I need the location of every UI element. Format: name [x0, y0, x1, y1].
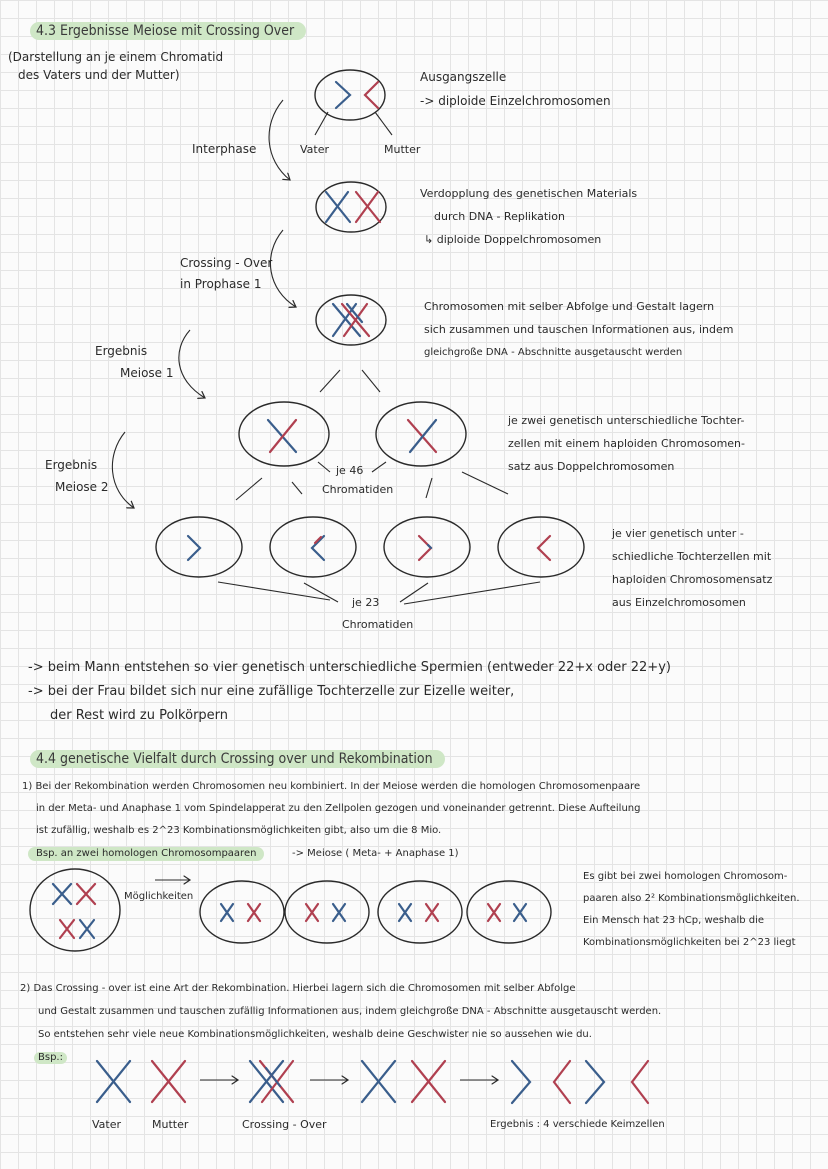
cell-example-start	[30, 869, 120, 951]
label-je46-2: Chromatiden	[322, 483, 394, 496]
note-ausgang-1: Ausgangszelle	[420, 70, 507, 84]
cell-example-2	[285, 881, 369, 943]
label-vater: Vater	[300, 143, 330, 156]
label-je46-1: je 46	[336, 464, 364, 477]
note-verdopplung-1: Verdopplung des genetischen Materials	[420, 187, 638, 200]
label-crossing-2: in Prophase 1	[180, 277, 262, 291]
p2-line2: und Gestalt zusammen und tauschen zufällig Informationen aus, indem gleichgroße DNA - Abschnitte ausgetauscht werden.	[38, 1006, 662, 1017]
p2-line1: 2) Das Crossing - over ist eine Art der Rekombination. Hierbei lagern sich die Chromosomen mit selber Abfolge	[20, 983, 576, 994]
label-je23-1: je 23	[352, 596, 380, 609]
subtitle-line1: (Darstellung an je einem Chromatid	[8, 50, 224, 64]
cell-meiose2-3	[384, 517, 470, 577]
label-ergebnis2-2: Meiose 2	[55, 480, 109, 494]
heading-4-3: 4.3 Ergebnisse Meiose mit Crossing Over	[30, 22, 306, 40]
label-crossing-1: Crossing - Over	[180, 256, 273, 270]
note-meiose1-2: zellen mit einem haploiden Chromosomen-	[508, 437, 745, 450]
note-meiose1-1: je zwei genetisch unterschiedliche Tochter-	[508, 414, 745, 427]
cell-crossing-over	[316, 295, 386, 345]
note-meiose1-3: satz aus Doppelchromosomen	[508, 460, 675, 473]
cell-meiose2-2	[270, 517, 356, 577]
cell-meiose2-1	[156, 517, 242, 577]
p1-line2: in der Meta- und Anaphase 1 vom Spindelapperat zu den Zellpolen gezogen und voneinander getrennt. Diese Aufteilung	[36, 803, 641, 814]
subtitle-line2: des Vaters und der Mutter)	[18, 68, 180, 82]
example-rest: -> Meiose ( Meta- + Anaphase 1)	[292, 848, 459, 859]
bottom-ergebnis: Ergebnis : 4 verschiede Keimzellen	[490, 1119, 665, 1130]
note-crossing-2: sich zusammen und tauschen Informationen aus, indem	[424, 323, 734, 336]
right-note-1: Es gibt bei zwei homologen Chromosom-	[583, 871, 788, 882]
crossing-example	[97, 1061, 648, 1103]
interphase-arrow	[269, 100, 290, 180]
summary-line1: -> beim Mann entstehen so vier genetisch unterschiedliche Spermien (entweder 22+x oder 22+y)	[28, 660, 671, 675]
p2-line3: So entstehen sehr viele neue Kombinationsmöglichkeiten, weshalb deine Geschwister nie so aussehen wie du.	[38, 1029, 592, 1040]
label-interphase: Interphase	[192, 142, 257, 156]
cell-example-4	[467, 881, 551, 943]
right-note-2: paaren also 2² Kombinationsmöglichkeiten.	[583, 893, 800, 904]
note-crossing-3: gleichgroße DNA - Abschnitte ausgetauscht werden	[424, 347, 683, 358]
note-meiose2-4: aus Einzelchromosomen	[612, 596, 746, 609]
bottom-crossing: Crossing - Over	[242, 1118, 327, 1131]
cell-meiose2-4	[498, 517, 584, 577]
meiose2-arrow	[112, 432, 134, 508]
note-verdopplung-2: durch DNA - Replikation	[434, 210, 565, 223]
note-meiose2-3: haploiden Chromosomensatz	[612, 573, 773, 586]
moeglichkeiten-label: Möglichkeiten	[124, 891, 194, 902]
label-ergebnis1-1: Ergebnis	[95, 344, 148, 358]
meiose1-arrow	[179, 330, 205, 398]
cell-example-3	[378, 881, 462, 943]
p1-line3: ist zufällig, weshalb es 2^23 Kombinationsmöglichkeiten gibt, also um die 8 Mio.	[36, 825, 442, 836]
bottom-mutter: Mutter	[152, 1118, 189, 1131]
cell-meiose1-right	[376, 402, 466, 466]
summary-line2: -> bei der Frau bildet sich nur eine zufällige Tochterzelle zur Eizelle weiter,	[28, 684, 515, 699]
cell-ausgangszelle	[315, 70, 392, 135]
note-verdopplung-3: ↳ diploide Doppelchromosomen	[424, 233, 602, 246]
p1-line1: 1) Bei der Rekombination werden Chromosomen neu kombiniert. In der Meiose werden die homologen Chromosomenpaare	[22, 781, 641, 792]
crossing-arrow	[270, 230, 296, 307]
bsp-label: Bsp.:	[34, 1052, 67, 1064]
example-highlight: Bsp. an zwei homologen Chromosompaaren	[28, 847, 264, 861]
label-mutter: Mutter	[384, 143, 421, 156]
note-ausgang-2: -> diploide Einzelchromosomen	[420, 94, 611, 108]
right-note-3: Ein Mensch hat 23 hCp, weshalb die	[583, 915, 765, 926]
note-crossing-1: Chromosomen mit selber Abfolge und Gestalt lagern	[424, 300, 715, 313]
note-meiose2-1: je vier genetisch unter -	[612, 527, 744, 540]
label-je23-2: Chromatiden	[342, 618, 414, 631]
cell-meiose1-left	[239, 402, 329, 466]
label-ergebnis1-2: Meiose 1	[120, 366, 174, 380]
cell-doppelchromosomen	[316, 182, 386, 232]
note-meiose2-2: schiedliche Tochterzellen mit	[612, 550, 772, 563]
cell-example-1	[200, 881, 284, 943]
right-note-4: Kombinationsmöglichkeiten bei 2^23 liegt	[583, 937, 796, 948]
heading-4-4: 4.4 genetische Vielfalt durch Crossing over und Rekombination	[30, 750, 445, 768]
bottom-vater: Vater	[92, 1118, 122, 1131]
label-ergebnis2-1: Ergebnis	[45, 458, 98, 472]
summary-line3: der Rest wird zu Polkörpern	[50, 708, 229, 723]
